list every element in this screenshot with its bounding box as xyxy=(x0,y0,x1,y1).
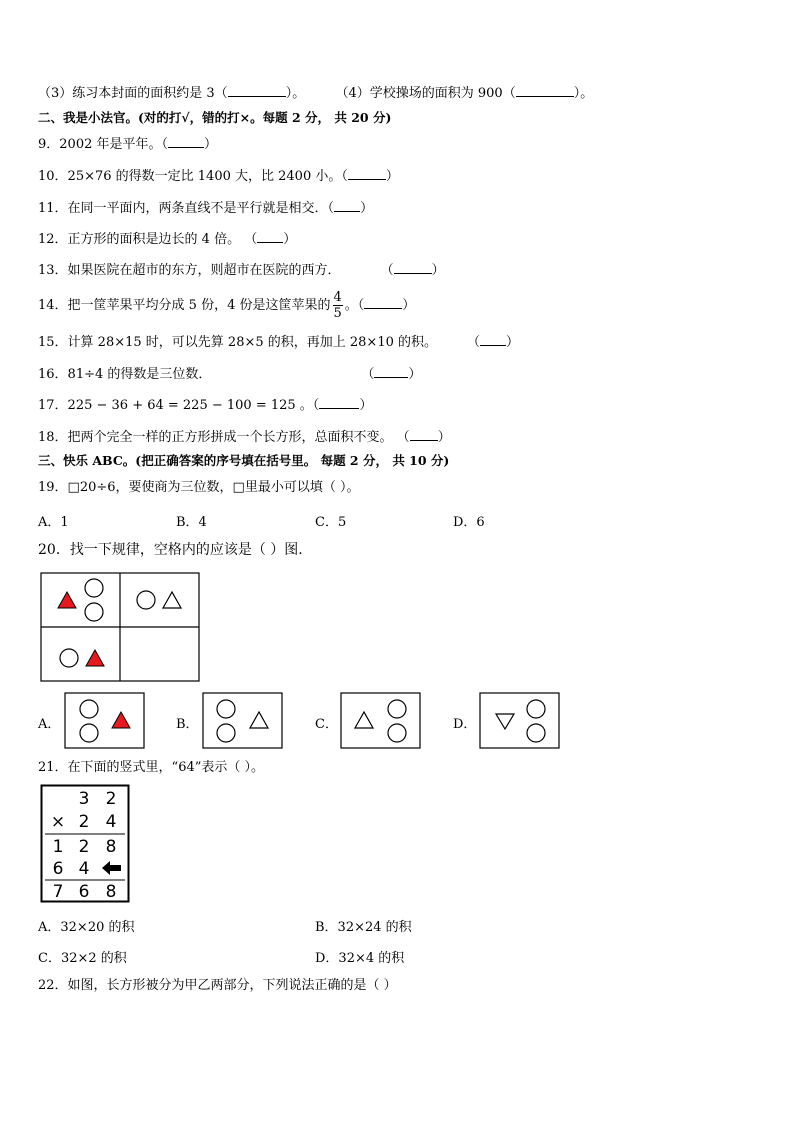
paren-close: ） xyxy=(431,263,445,278)
question-14 xyxy=(38,290,415,322)
question-13 xyxy=(38,261,445,279)
digit: 6 xyxy=(52,859,64,879)
question-10 xyxy=(38,167,399,185)
q19-option-c[interactable]: C．5 xyxy=(315,515,347,530)
answer-blank[interactable] xyxy=(374,365,408,378)
answer-blank[interactable] xyxy=(348,167,386,180)
fraction xyxy=(333,290,343,321)
question-text: 如果医院在超市的东方，则超市在医院的西方． xyxy=(67,263,341,278)
circle-icon xyxy=(217,700,235,718)
question-19: 19．□20÷6，要使商为三位数，□里最小可以填（ ）。 xyxy=(38,480,360,495)
paren-open: （ xyxy=(380,263,394,278)
digit: 7 xyxy=(52,882,64,902)
circle-icon xyxy=(388,700,406,718)
answer-blank[interactable] xyxy=(364,296,402,309)
digit: 3 xyxy=(78,789,90,809)
section-2-title: 二、我是小法官。(对的打√，错的打×。每题 2 分， 共 20 分) xyxy=(38,110,392,125)
circle-icon xyxy=(85,603,103,621)
prev-question-line xyxy=(38,84,593,102)
question-number: 16． xyxy=(38,367,68,382)
answer-blank[interactable] xyxy=(334,199,360,212)
answer-blank[interactable] xyxy=(228,84,286,97)
q20-option-d-figure[interactable] xyxy=(479,692,561,750)
q21-option-d[interactable]: D．32×4 的积 xyxy=(315,951,405,966)
circle-icon xyxy=(80,724,98,742)
prev-q3-text: （3）练习本封面的面积约是 3（ xyxy=(38,86,228,101)
digit: 4 xyxy=(105,812,117,832)
question-21: 21．在下面的竖式里，“64”表示（ ）。 xyxy=(38,760,265,775)
question-number: 11． xyxy=(38,201,68,216)
q21-option-b[interactable]: B．32×24 的积 xyxy=(315,920,412,935)
circle-icon xyxy=(527,724,545,742)
paren-open: （ xyxy=(361,367,375,382)
question-number: 12． xyxy=(38,232,68,247)
q19-option-b[interactable]: B．4 xyxy=(176,515,207,530)
answer-blank[interactable] xyxy=(394,261,432,274)
question-12 xyxy=(38,230,296,248)
pattern-grid xyxy=(40,572,202,684)
question-text: 81÷4 的得数是三位数． xyxy=(67,367,212,382)
circle-icon xyxy=(60,649,78,667)
answer-blank[interactable] xyxy=(319,396,359,409)
q19-option-d[interactable]: D．6 xyxy=(453,515,485,530)
question-number: 14． xyxy=(38,298,68,313)
digit: 8 xyxy=(105,882,117,902)
circle-icon xyxy=(388,724,406,742)
paren-open: （ xyxy=(467,335,481,350)
paren-close: ） xyxy=(359,398,373,413)
question-text: 把两个完全一样的正方形拼成一个长方形，总面积不变。 （ xyxy=(67,430,410,445)
answer-blank[interactable] xyxy=(480,333,506,346)
question-text-after: 。（ xyxy=(344,298,365,313)
paren-close: ） xyxy=(385,169,399,184)
question-18 xyxy=(38,428,451,446)
question-text: 在同一平面内，两条直线不是平行就是相交．（ xyxy=(67,201,335,216)
q20-option-b-label[interactable]: B． xyxy=(176,717,199,732)
paren-close: ） xyxy=(506,335,520,350)
digit: 2 xyxy=(78,837,90,857)
question-number: 13． xyxy=(38,263,68,278)
q20-option-a-figure[interactable] xyxy=(64,692,146,750)
paren-close: ） xyxy=(204,137,218,152)
question-text: 正方形的面积是边长的 4 倍。 （ xyxy=(67,232,258,247)
question-11 xyxy=(38,199,373,217)
prev-q3-end: ）。 xyxy=(285,86,306,101)
fraction-denominator: 5 xyxy=(333,306,342,321)
paren-close: ） xyxy=(360,201,374,216)
circle-icon xyxy=(217,724,235,742)
q19-option-a[interactable]: A．1 xyxy=(38,515,69,530)
question-number: 18． xyxy=(38,430,68,445)
question-number: 15． xyxy=(38,335,68,350)
digit: 2 xyxy=(105,789,117,809)
answer-blank[interactable] xyxy=(257,230,283,243)
question-number: 17． xyxy=(38,398,68,413)
digit: 1 xyxy=(52,837,64,857)
times-sign: × xyxy=(50,812,66,832)
question-22: 22．如图，长方形被分为甲乙两部分，下列说法正确的是（ ） xyxy=(38,978,397,993)
question-text: 把一筐苹果平均分成 5 份，4 份是这筐苹果的 xyxy=(67,298,331,313)
question-20: 20．找一下规律，空格内的应该是（ ）图. xyxy=(38,542,303,558)
question-text: 225 − 36 + 64 = 225 − 100 = 125 。（ xyxy=(67,398,320,413)
q20-option-b-figure[interactable] xyxy=(202,692,284,750)
question-number: 9． xyxy=(38,137,60,152)
digit: 4 xyxy=(78,859,90,879)
q20-option-c-label[interactable]: C． xyxy=(315,717,338,732)
q20-option-a-label[interactable]: A． xyxy=(38,717,61,732)
q20-option-c-figure[interactable] xyxy=(340,692,422,750)
question-number: 10． xyxy=(38,169,68,184)
answer-blank[interactable] xyxy=(410,428,438,441)
vertical-multiplication xyxy=(40,784,132,906)
fraction-numerator: 4 xyxy=(333,290,342,305)
paren-close: ） xyxy=(408,367,422,382)
circle-icon xyxy=(527,700,545,718)
question-text: 25×76 的得数一定比 1400 大，比 2400 小。（ xyxy=(67,169,348,184)
question-text: 2002 年是平年。（ xyxy=(59,137,168,152)
circle-icon xyxy=(80,700,98,718)
digit: 2 xyxy=(78,812,90,832)
paren-close: ） xyxy=(283,232,297,247)
q21-option-a[interactable]: A．32×20 的积 xyxy=(38,920,135,935)
prev-q4-end: ）。 xyxy=(573,86,594,101)
answer-blank[interactable] xyxy=(516,84,574,97)
circle-icon xyxy=(137,591,155,609)
q21-option-c[interactable]: C．32×2 的积 xyxy=(38,951,127,966)
question-15 xyxy=(38,333,519,351)
question-16 xyxy=(38,365,421,383)
digit: 6 xyxy=(78,882,90,902)
digit: 8 xyxy=(105,837,117,857)
paren-close: ） xyxy=(402,298,416,313)
paren-close: ） xyxy=(437,430,451,445)
section-3-title: 三、快乐 ABC。(把正确答案的序号填在括号里。 每题 2 分， 共 10 分) xyxy=(38,453,450,468)
prev-q4-text: （4）学校操场的面积为 900（ xyxy=(335,86,516,101)
question-9 xyxy=(38,135,217,153)
circle-icon xyxy=(85,579,103,597)
answer-blank[interactable] xyxy=(168,135,204,148)
question-text: 计算 28×15 时，可以先算 28×5 的积，再加上 28×10 的积。 xyxy=(67,335,437,350)
question-17 xyxy=(38,396,372,414)
q20-option-d-label[interactable]: D． xyxy=(453,717,477,732)
